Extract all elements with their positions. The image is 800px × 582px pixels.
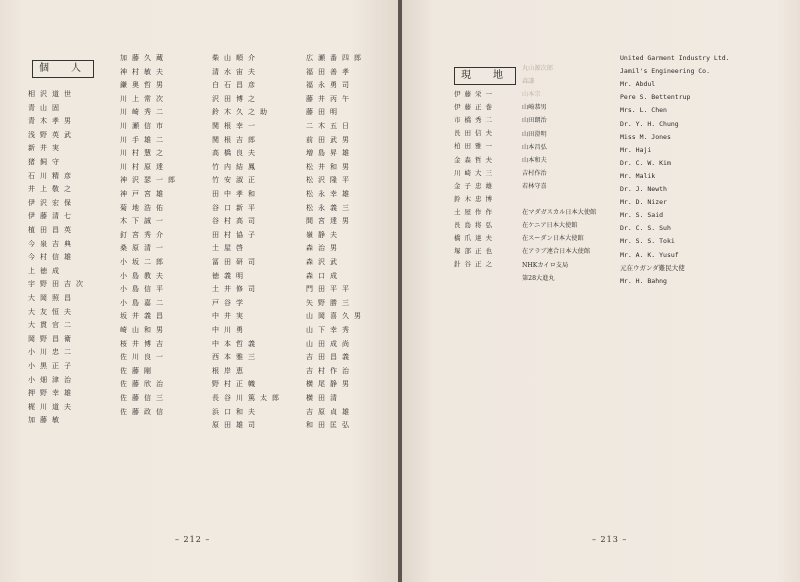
foreign-person-name: Mr. A. K. Yusuf xyxy=(620,250,679,259)
person-name: 崎山和男 xyxy=(120,326,168,334)
person-name: 鎌奥哲男 xyxy=(120,81,168,90)
person-name: 谷口新平 xyxy=(212,203,260,212)
person-name: 藤田明 xyxy=(306,108,342,117)
person-name: 神戸宮雄 xyxy=(120,190,168,198)
left-page xyxy=(0,0,398,582)
person-name: 神沢瑟一郎 xyxy=(120,176,180,185)
person-name: 川村慧之 xyxy=(120,149,168,158)
local-affiliation: 山田朗治 xyxy=(522,117,547,125)
person-name: 猪飼守 xyxy=(28,158,64,166)
local-affiliation: 森謙 xyxy=(522,78,535,86)
person-name: 白石昌彦 xyxy=(212,81,260,90)
person-name: 川上常次 xyxy=(120,94,168,103)
person-name: 谷村高司 xyxy=(212,217,260,226)
local-affiliation: 在マダガスカル日本大使館 xyxy=(522,209,597,217)
local-affiliation: 第28大進丸 xyxy=(522,274,555,282)
local-person-name: 長田信夫 xyxy=(454,129,496,138)
person-name: 青木孝男 xyxy=(28,117,76,126)
foreign-person-name: Dr. Y. H. Chung xyxy=(620,119,679,128)
local-affiliation: 若林守喜 xyxy=(522,182,547,190)
local-person-name: 長島将弘 xyxy=(454,221,496,229)
person-name: 桑原清一 xyxy=(120,244,168,253)
person-name: 嶺静夫 xyxy=(306,230,342,239)
local-affiliation: 丸山源次郎 xyxy=(522,65,553,72)
foreign-person-name: Mr. D. Nizer xyxy=(620,198,667,207)
person-name: 佐藤剛 xyxy=(120,366,156,375)
person-name: 宇野田吉次 xyxy=(28,280,88,289)
person-name: 野村正幟 xyxy=(212,380,260,389)
person-name: 相沢道世 xyxy=(28,90,76,98)
person-name: 佐藤信三 xyxy=(120,394,168,402)
person-name: 大友恒夫 xyxy=(28,307,76,316)
person-name: 加藤敏 xyxy=(28,416,64,425)
person-name: 浜口和夫 xyxy=(212,407,260,416)
person-name: 戸谷学 xyxy=(212,298,248,307)
person-name: 川崎秀二 xyxy=(120,108,168,117)
person-name: 柴山順介 xyxy=(212,54,260,62)
person-name: 関根吉郎 xyxy=(212,135,260,144)
local-affiliation: 在アラブ連合日本大使館 xyxy=(522,248,591,256)
person-name: 吉原貞雄 xyxy=(306,407,354,416)
local-affiliation: 山田澄明 xyxy=(522,130,547,138)
person-name: 梶川道夫 xyxy=(28,402,76,411)
foreign-person-name: Mr. S. Said xyxy=(620,211,664,220)
local-person-name: 針谷正之 xyxy=(454,260,496,269)
person-name: 根岸恵 xyxy=(212,366,248,375)
foreign-person-name: Dr. J. Newth xyxy=(620,185,667,193)
local-person-name: 金子忠雄 xyxy=(454,181,496,190)
person-name: 大貫官二 xyxy=(28,321,76,330)
foreign-person-name: United Garment Industry Ltd. xyxy=(620,54,730,62)
person-name: 西本雅三 xyxy=(212,353,260,362)
person-name: 田中孝和 xyxy=(212,190,260,198)
person-name: 小島信平 xyxy=(120,285,168,294)
person-name: 吉村作治 xyxy=(306,366,354,375)
local-person-name: 塚部正也 xyxy=(454,247,496,256)
person-name: 小川忠二 xyxy=(28,348,76,357)
person-name: 中井実 xyxy=(212,312,248,321)
person-name: 間宮達男 xyxy=(306,217,354,226)
person-name: 門田平平 xyxy=(306,285,354,294)
person-name: 福永勇司 xyxy=(306,81,354,90)
local-affiliation: 山本宗 xyxy=(522,91,541,99)
foreign-person-name: Mr. H. Bahng xyxy=(620,276,667,285)
person-name: 原田雄司 xyxy=(212,421,260,430)
section-title-individual: 個 人 xyxy=(32,60,94,78)
person-name: 中川勇 xyxy=(212,326,248,334)
person-name: 森治男 xyxy=(306,244,342,253)
person-name: 神村敏夫 xyxy=(120,67,168,76)
person-name: 岡野昌衛 xyxy=(28,334,76,343)
person-name: 矢野勝三 xyxy=(306,298,354,307)
person-name: 山岡喜久男 xyxy=(306,312,366,321)
person-name: 松永義三 xyxy=(306,203,354,212)
person-name: 坂井義昌 xyxy=(120,312,168,321)
person-name: 増島昇雄 xyxy=(306,149,354,158)
local-affiliation: 山本和夫 xyxy=(522,156,547,164)
foreign-person-name: Mr. Malik xyxy=(620,171,656,180)
person-name: 鈴木久之助 xyxy=(212,108,272,117)
person-name: 青山固 xyxy=(28,103,64,112)
person-name: 川村原達 xyxy=(120,162,168,171)
person-name: 前田武男 xyxy=(306,135,354,144)
foreign-person-name: Mr. Haji xyxy=(620,145,652,154)
foreign-person-name: Dr. C. W. Kim xyxy=(620,158,671,167)
person-name: 徳義明 xyxy=(212,271,248,280)
local-person-name: 伊藤正巻 xyxy=(454,103,496,112)
person-name: 小島教夫 xyxy=(120,271,168,280)
local-person-name: 柏田雅一 xyxy=(454,142,496,151)
person-name: 竹安淑正 xyxy=(212,176,260,185)
local-person-name: 川崎大三 xyxy=(454,168,496,177)
person-name: 土屋啓 xyxy=(212,244,248,253)
local-person-name: 市橋秀二 xyxy=(454,116,496,125)
person-name: 川瀬信市 xyxy=(120,122,168,130)
local-affiliation: 在スーダン日本大使館 xyxy=(522,235,584,243)
person-name: 森沢武 xyxy=(306,258,342,266)
foreign-person-name: Pere S. Bettentrup xyxy=(620,93,691,102)
local-affiliation: 吉村作治 xyxy=(522,169,547,177)
person-name: 小島嘉二 xyxy=(120,298,168,307)
local-affiliation: 在ケニア日本大使館 xyxy=(522,222,578,230)
person-name: 石川精彦 xyxy=(28,171,76,180)
person-name: 福田善孝 xyxy=(306,67,354,76)
person-name: 横尾静男 xyxy=(306,380,354,389)
person-name: 大岡照昌 xyxy=(28,294,76,302)
person-name: 佐藤欣治 xyxy=(120,380,168,389)
section-title-local: 現 地 xyxy=(454,67,516,85)
local-person-name: 伊藤栄一 xyxy=(454,90,496,98)
person-name: 冨田研司 xyxy=(212,258,260,266)
person-name: 二木五日 xyxy=(306,122,354,130)
right-page xyxy=(402,0,800,582)
person-name: 今泉吉典 xyxy=(28,239,76,248)
person-name: 松井和男 xyxy=(306,162,354,171)
foreign-person-name: Jamil's Engineering Co. xyxy=(620,67,711,76)
person-name: 田村協子 xyxy=(212,230,260,239)
person-name: 森口成 xyxy=(306,271,342,280)
local-affiliation: NHKカイロ支局 xyxy=(522,261,569,269)
person-name: 浅野英武 xyxy=(28,130,76,139)
person-name: 今村信雄 xyxy=(28,253,76,262)
person-name: 菊地浩佑 xyxy=(120,203,168,212)
person-name: 山下幸秀 xyxy=(306,326,354,334)
person-name: 小黒正子 xyxy=(28,362,76,370)
person-name: 和田匡弘 xyxy=(306,421,354,430)
person-name: 竹内結鳳 xyxy=(212,162,260,171)
person-name: 井上敬之 xyxy=(28,185,76,194)
foreign-person-name: Mrs. L. Chen xyxy=(620,106,667,115)
person-name: 土井修司 xyxy=(212,285,260,294)
person-name: 小畑津治 xyxy=(28,375,76,384)
person-name: 伊藤清七 xyxy=(28,212,76,221)
person-name: 関根幸一 xyxy=(212,122,260,130)
person-name: 山田成尚 xyxy=(306,339,354,348)
local-person-name: 鈴木忠博 xyxy=(454,194,496,203)
foreign-person-name: 元在ウガンダ難民大使 xyxy=(620,263,685,272)
local-affiliation: 山崎恭男 xyxy=(522,104,547,112)
person-name: 清水宙夫 xyxy=(212,67,260,76)
person-name: 佐川良一 xyxy=(120,353,168,362)
person-name: 押野幸雄 xyxy=(28,389,76,398)
person-name: 小坂二郎 xyxy=(120,258,168,266)
person-name: 新井実 xyxy=(28,144,64,153)
person-name: 横田清 xyxy=(306,394,342,402)
foreign-person-name: Mr. S. S. Toki xyxy=(620,237,675,246)
person-name: 高橋良夫 xyxy=(212,149,260,158)
person-name: 釘宮秀介 xyxy=(120,230,168,239)
local-person-name: 橋爪達夫 xyxy=(454,234,496,243)
person-name: 沢田博之 xyxy=(212,94,260,103)
person-name: 長谷川篤太郎 xyxy=(212,394,284,402)
local-affiliation: 山本昌弘 xyxy=(522,143,547,151)
person-name: 上徳成 xyxy=(28,266,64,275)
person-name: 吉田昌義 xyxy=(306,353,354,362)
page-number-right: – 213 – xyxy=(592,535,628,544)
foreign-person-name: Miss M. Jones xyxy=(620,132,671,141)
person-name: 川手雄二 xyxy=(120,135,168,144)
person-name: 藤井丙午 xyxy=(306,94,354,103)
foreign-person-name: Dr. C. S. Suh xyxy=(620,224,671,233)
person-name: 佐藤政信 xyxy=(120,407,168,416)
local-person-name: 土屋作作 xyxy=(454,207,496,216)
page-number-left: – 212 – xyxy=(175,535,211,544)
foreign-person-name: Mr. Abdul xyxy=(620,80,656,89)
person-name: 松永幸雄 xyxy=(306,190,354,198)
person-name: 中本哲義 xyxy=(212,339,260,348)
person-name: 木下誠一 xyxy=(120,217,168,226)
local-person-name: 金森哲夫 xyxy=(454,155,496,164)
person-name: 植田昌英 xyxy=(28,226,76,234)
person-name: 加藤久蔵 xyxy=(120,54,168,62)
person-name: 桜井博吉 xyxy=(120,339,168,348)
person-name: 広瀬番四郎 xyxy=(306,54,366,62)
person-name: 松沢隆平 xyxy=(306,176,354,185)
person-name: 伊沢宏保 xyxy=(28,198,76,207)
